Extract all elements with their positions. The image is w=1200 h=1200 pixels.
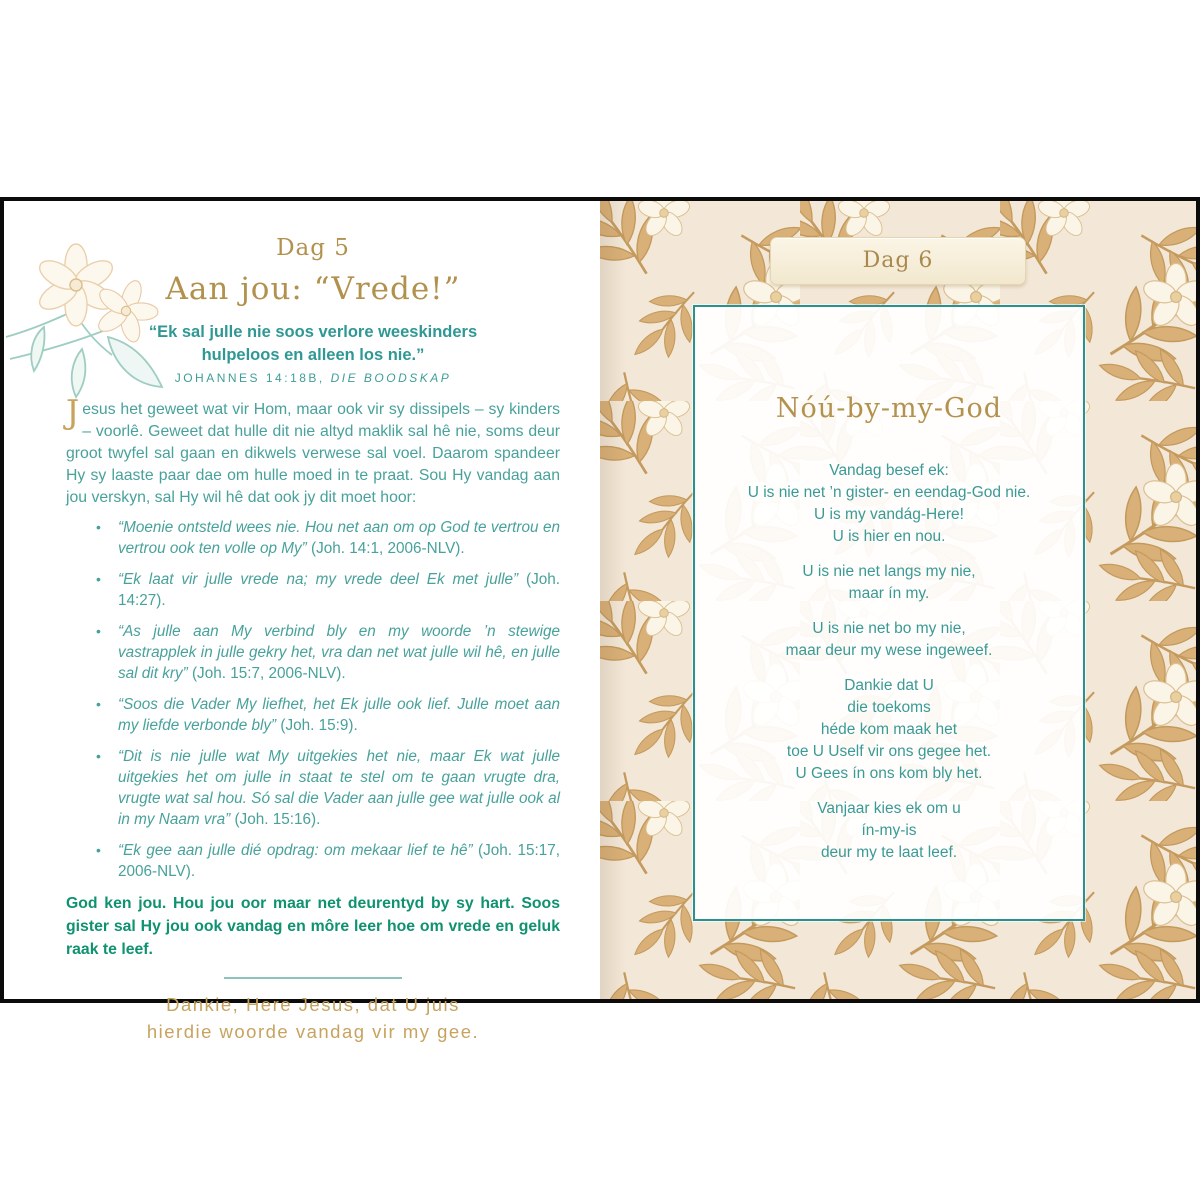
verse-line-2: hulpeloos en alleen los nie.” [201, 346, 425, 364]
prayer-line-1: Dankie, Here Jesus, dat U juis [166, 994, 460, 1015]
verse-line-1: “Ek sal julle nie soos verlore weeskinders [148, 323, 478, 341]
closing-paragraph: God ken jou. Hou jou oor maar net deurentyd by sy hart. Soos gister sal Hy jou ook vandag en môre leer hoe om vrede en geluk raak te leef. [66, 895, 560, 958]
list-item: • “As julle aan My verbind bly en my woorde ’n stewige vastrapplek in julle gekry het, vra dan net wat julle wil hê, en julle sal dit kry” (Joh. 15:7, 2006-NLV). [96, 621, 560, 684]
poem-text: Vandag besef ek: U is nie net ’n gister- en eendag-God nie. U is my vandág-Here! U is hier en nou. U is nie net langs my nie, maar ín my. U is nie net bo my nie, maar deur my wese ingeweef. Dankie dat U die toekoms héde kom maak het toe U Uself vir ons gegee het. U Gees ín ons kom bly het. Vanjaar kies ek om u ín-my-is deur my te laat leef. [747, 462, 1031, 861]
page-right [600, 201, 1196, 999]
page-title: Aan jou: “Vrede!” [165, 271, 461, 307]
list-item: • “Moenie ontsteld wees nie. Hou net aan om op God te vertrou en vertrou ook ten volle op My” (Joh. 14:1, 2006-NLV). [96, 517, 560, 559]
poem-title: Nóú-by-my-God [775, 393, 1003, 424]
prayer [66, 991, 560, 1045]
intro-paragraph [66, 392, 560, 509]
list-item: • “Ek gee aan julle dié opdrag: om mekaar lief te hê” (Joh. 15:17, 2006-NLV). [96, 840, 560, 882]
spine-shadow [600, 201, 626, 999]
scripture-bullet-list [66, 517, 560, 882]
day-label-plate [770, 237, 1026, 285]
book-spread [0, 197, 1200, 1042]
drop-cap: J [66, 392, 80, 431]
list-item: • “Soos die Vader My liefhet, het Ek julle ook lief. Julle moet aan my liefde verbonde bly” (Joh. 15:9). [96, 694, 560, 736]
day-label-right: Dag 6 [862, 248, 934, 273]
verse-ref-source: DIE BOODSKAP [330, 371, 452, 385]
intro-text: esus het geweet wat vir Hom, maar ook vir sy dissipels – sy kinders – voorlê. Geweet dat hulle dit nie altyd maklik sal hê nie, soms deur groot twyfel sal gaan en dikwels verwese sal voel. Daarom spandeer Hy sy laaste paar dae om hulle moed in te praat. Sou Hy vandag aan jou verskyn, sal Hy wil hê dat ook jy dit moet hoor: [66, 401, 560, 506]
verse-ref-book: JOHANNES 14:18B, [174, 371, 325, 385]
page-left [4, 201, 600, 1042]
left-page-content [66, 201, 560, 1045]
verse-quote [66, 321, 560, 367]
list-item: • “Dit is nie julle wat My uitgekies het nie, maar Ek wat julle uitgekies het om julle in staat te stel om te gaan vrugte dra, vrugte wat sal hou. Só sal die Vader aan julle gee wat julle ook al in my Naam vra” (Joh. 15:16). [96, 746, 560, 830]
list-item: • “Ek laat vir julle vrede na; my vrede deel Ek met julle” (Joh. 14:27). [96, 569, 560, 611]
day-label-left: Dag 5 [276, 235, 350, 261]
divider-line [224, 977, 402, 979]
prayer-line-2: hierdie woorde vandag vir my gee. [146, 1021, 480, 1042]
poem-card [693, 305, 1085, 921]
verse-reference [66, 371, 560, 385]
